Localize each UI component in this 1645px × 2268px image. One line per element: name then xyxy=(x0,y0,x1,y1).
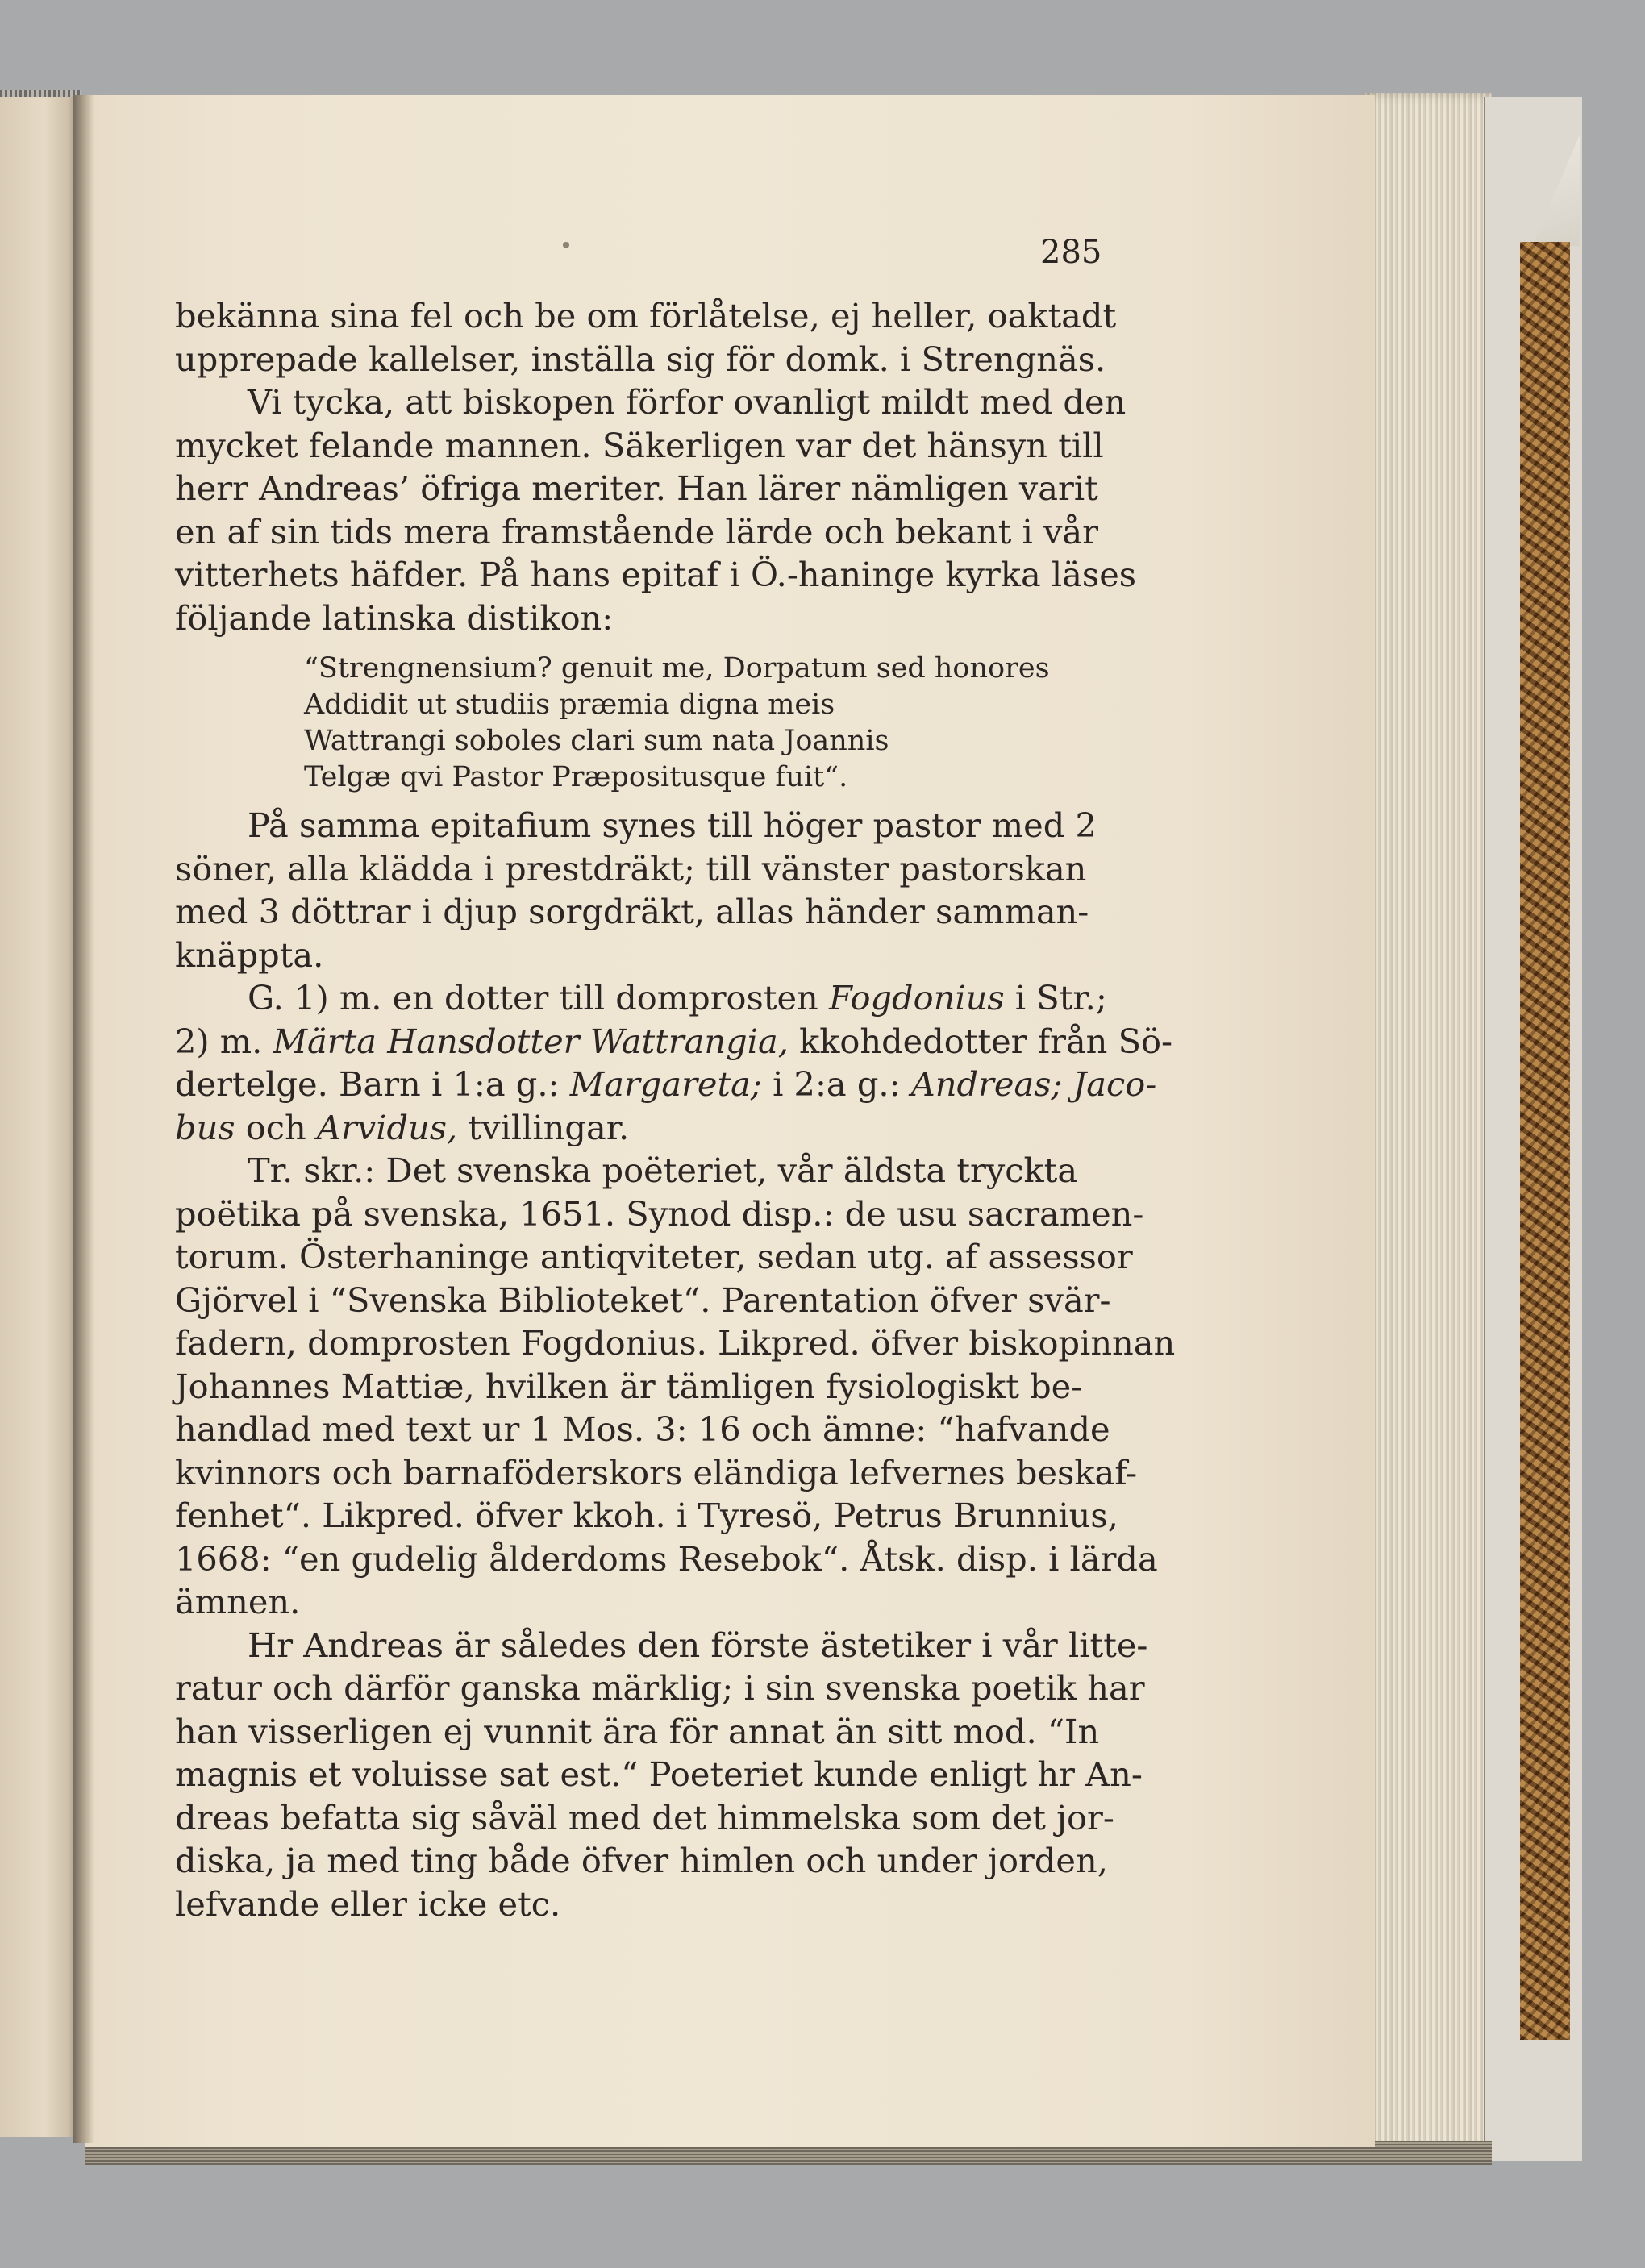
text-line: 1668: “en gudelig ålderdoms Resebok“. Åtsk. disp. i lärda xyxy=(175,1538,1158,1579)
italic-name: Märta Hansdotter Wattrangia, xyxy=(273,1021,789,1061)
text-span: dertelge. Barn i 1:a g.: xyxy=(175,1064,570,1104)
text-line: torum. Österhaninge antiqviteter, sedan utg. af assessor xyxy=(175,1237,1133,1276)
ink-dot xyxy=(563,242,569,248)
text-line: Vi tycka, att biskopen förfor ovanligt mildt med den xyxy=(248,382,1127,422)
text-line: lefvande eller icke etc. xyxy=(175,1883,561,1924)
text-line: upprepade kallelser, inställa sig för domk. i Strengnäs. xyxy=(175,339,1106,379)
paragraph-6 xyxy=(175,1624,1151,1926)
text-span: tvillingar. xyxy=(457,1107,630,1147)
text-line: kvinnors och barnaföderskors eländiga lefvernes beskaf- xyxy=(175,1452,1138,1492)
paragraph-1 xyxy=(175,294,1151,381)
text-line xyxy=(175,1106,1151,1150)
marbled-edge xyxy=(1520,242,1570,2040)
text-span: G. 1) m. en dotter till domprosten xyxy=(248,978,829,1017)
text-line: ämnen. xyxy=(175,1582,301,1621)
text-line: fadern, domprosten Fogdonius. Likpred. öfver biskopinnan xyxy=(175,1323,1176,1363)
text-span: och xyxy=(235,1107,317,1147)
text-span: 2) m. xyxy=(175,1021,273,1061)
quote-line: Telgæ qvi Pastor Præpositusque fuit“. xyxy=(304,761,848,793)
latin-distich xyxy=(304,651,1151,796)
page-number: 285 xyxy=(1040,234,1102,271)
page-block-edges xyxy=(1363,93,1492,2157)
italic-name: Fogdonius xyxy=(828,978,1005,1017)
text-line xyxy=(175,976,1151,1020)
text-line: Johannes Mattiæ, hvilken är tämligen fysiologiskt be- xyxy=(175,1366,1083,1406)
italic-name: Arvidus, xyxy=(316,1107,458,1147)
text-line: poëtika på svenska, 1651. Synod disp.: de usu sacramen- xyxy=(175,1193,1144,1234)
paragraph-2 xyxy=(175,381,1151,639)
text-line: På samma epitafium synes till höger pastor med 2 xyxy=(248,805,1097,845)
text-line: handlad med text ur 1 Mos. 3: 16 och ämne: “hafvande xyxy=(175,1409,1110,1449)
text-line: följande latinska distikon: xyxy=(175,597,614,638)
italic-name: bus xyxy=(175,1107,235,1147)
text-line: knäppta. xyxy=(175,934,324,975)
text-line: diska, ja med ting både öfver himlen och under jorden, xyxy=(175,1841,1108,1880)
quote-line: “Strengnensium? genuit me, Dorpatum sed honores xyxy=(304,652,1050,685)
text-line: Tr. skr.: Det svenska poëteriet, vår äldsta tryckta xyxy=(248,1151,1078,1190)
paragraph-3 xyxy=(175,804,1151,976)
text-line: han visserligen ej vunnit ära för annat än sitt mod. “In xyxy=(175,1711,1100,1751)
text-line: fenhet“. Likpred. öfver kkoh. i Tyresö, Petrus Brunnius, xyxy=(175,1496,1118,1535)
left-page xyxy=(0,97,81,2137)
text-line: med 3 döttrar i djup sorgdräkt, allas händer samman- xyxy=(175,892,1089,931)
text-line: dreas befatta sig såväl med det himmelska som det jor- xyxy=(175,1797,1114,1837)
text-line: vitterhets häfder. På hans epitaf i Ö.-haninge kyrka läses xyxy=(175,555,1137,594)
text-line: magnis et voluisse sat est.“ Poeteriet kunde enligt hr An- xyxy=(175,1754,1143,1794)
text-span: i Str.; xyxy=(1004,978,1107,1017)
text-line xyxy=(175,1063,1157,1106)
quote-line: Addidit ut studiis præmia digna meis xyxy=(304,689,835,721)
text-line: söner, alla klädda i prestdräkt; till vänster pastorskan xyxy=(175,848,1087,888)
italic-name: Margareta; xyxy=(569,1064,762,1104)
text-line: bekänna sina fel och be om förlåtelse, ej heller, oaktadt xyxy=(175,296,1117,335)
text-span: i 2:a g.: xyxy=(761,1064,911,1104)
italic-name: Andreas; Jaco- xyxy=(910,1064,1157,1104)
paragraph-4 xyxy=(175,976,1173,1149)
text-line: Hr Andreas är således den förste ästetiker i vår litte- xyxy=(248,1625,1148,1665)
page-text xyxy=(175,294,1176,1925)
text-line: Gjörvel i “Svenska Biblioteket“. Parentation öfver svär- xyxy=(175,1280,1111,1320)
text-line xyxy=(175,1020,1173,1063)
text-span: kkohdedotter från Sö- xyxy=(788,1021,1173,1061)
paragraph-5 xyxy=(175,1149,1176,1624)
gutter-shadow xyxy=(73,95,94,2143)
text-line: mycket felande mannen. Säkerligen var det hänsyn till xyxy=(175,425,1104,465)
text-line: herr Andreas’ öfriga meriter. Han lärer nämligen varit xyxy=(175,468,1098,508)
quote-line: Wattrangi soboles clari sum nata Joannis xyxy=(304,725,889,757)
text-line: en af sin tids mera framstående lärde och bekant i vår xyxy=(175,511,1098,551)
text-line: ratur och därför ganska märklig; i sin svenska poetik har xyxy=(175,1668,1145,1708)
